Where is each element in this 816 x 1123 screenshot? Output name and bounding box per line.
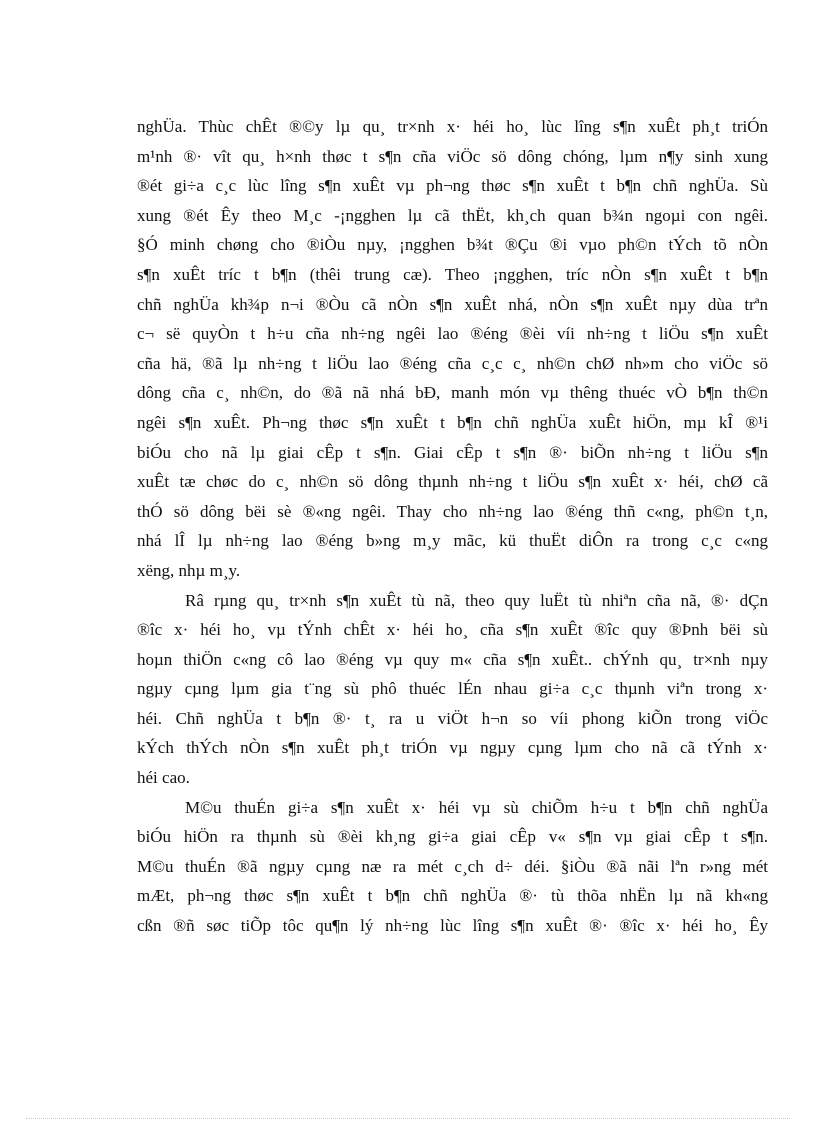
text-line: cña hä, ®ã lµ nh÷ng t liÖu lao ®éng cña c¸c c¸ nh©n chØ nh»m cho viÖc sö [137,353,768,373]
text-line: dông cña c¸ nh©n, do ®ã nã nhá bÐ, manh món vµ thêng thuéc vÒ b¶n th©n [137,383,768,403]
text-line: §Ó minh chøng cho ®iÒu nµy, ¡ngghen b¾t ®Çu ®i vµo ph©n tÝch tõ nÒn [137,235,768,255]
page-bottom-divider [26,1118,790,1119]
text-line: hoµn thiÖn c«ng cô lao ®éng vµ quy m« cña s¶n xuÊt.. chÝnh qu¸ tr×nh nµy [137,649,768,669]
text-line: ngêi s¶n xuÊt. Ph¬ng thøc s¶n xuÊt t b¶n chñ nghÜa xuÊt hiÖn, mµ kÎ ®¹i [137,412,768,432]
text-line: kÝch thÝch nÒn s¶n xuÊt ph¸t triÓn vµ ngµy cµng lµm cho nã cã tÝnh x· [137,738,768,758]
text-line: m¹nh ®· vît qu¸ h×nh thøc t s¶n cña viÖc sö dông chóng, lµm n¶y sinh xung [137,146,768,166]
paragraph [137,586,768,793]
text-line: chñ nghÜa kh¾p n¬i ®Òu cã nÒn s¶n xuÊt nhá, nÒn s¶n xuÊt nµy dùa trªn [137,294,768,314]
text-line: xung ®ét Êy theo M¸c -¡ngghen lµ cã thËt, kh¸ch quan b¾n ngoµi con ngêi. [137,205,768,225]
text-line: xuÊt tæ chøc do c¸ nh©n sö dông thµnh nh÷ng t liÖu s¶n xuÊt x· héi, chØ cã [137,472,768,492]
text-line: nhá lÎ lµ nh÷ng lao ®éng b»ng m¸y mãc, kü thuËt diÔn ra trong c¸c c«ng [137,531,768,551]
text-line: ®îc x· héi ho¸ vµ tÝnh chÊt x· héi ho¸ cña s¶n xuÊt ®îc quy ®Þnh bëi sù [137,620,768,640]
text-line: M©u thuÉn ®ã ngµy cµng næ ra mét c¸ch d÷ déi. §iÒu ®ã nãi lªn r»ng mét [137,856,768,876]
text-line: nghÜa. Thùc chÊt ®©y lµ qu¸ tr×nh x· héi ho¸ lùc lîng s¶n xuÊt ph¸t triÓn [137,117,768,136]
text-line: cßn ®ñ søc tiÕp tôc qu¶n lý nh÷ng lùc lîng s¶n xuÊt ®· ®îc x· héi ho¸ Êy [137,916,768,936]
body-text [137,112,768,941]
text-line: M©u thuÉn gi÷a s¶n xuÊt x· héi vµ sù chiÕm h÷u t b¶n chñ nghÜa [185,797,768,817]
text-line: ngµy cµng lµm gia t¨ng sù phô thuéc lÉn nhau gi÷a c¸c thµnh viªn trong x· [137,679,768,699]
text-line: héi cao. [137,768,190,788]
text-line: biÓu hiÖn ra thµnh sù ®èi kh¸ng gi÷a giai cÊp v« s¶n vµ giai cÊp t s¶n. [137,827,768,847]
text-line: Râ rµng qu¸ tr×nh s¶n xuÊt tù nã, theo quy luËt tù nhiªn cña nã, ®· dÇn [185,590,768,610]
text-line: thÓ sö dông bëi sè ®«ng ngêi. Thay cho nh÷ng lao ®éng thñ c«ng, ph©n t¸n, [137,501,768,521]
text-line: héi. Chñ nghÜa t b¶n ®· t¸ ra u viÖt h¬n so víi phong kiÕn trong viÖc [137,708,768,728]
text-line: mÆt, ph¬ng thøc s¶n xuÊt t b¶n chñ nghÜa ®· tù thõa nhËn lµ nã kh«ng [137,886,768,906]
text-line: xëng, nhµ m¸y. [137,560,241,580]
text-line: c¬ së quyÒn t h÷u cña nh÷ng ngêi lao ®éng ®èi víi nh÷ng t liÖu s¶n xuÊt [137,324,768,344]
text-line: s¶n xuÊt tríc t b¶n (thêi trung cæ). Theo ¡ngghen, tríc nÒn s¶n xuÊt t b¶n [137,264,768,284]
text-line: biÓu cho nã lµ giai cÊp t s¶n. Giai cÊp t s¶n ®· biÕn nh÷ng t liÖu s¶n [137,442,768,462]
paragraph [137,112,768,586]
text-line: ®ét gi÷a c¸c lùc lîng s¶n xuÊt vµ ph¬ng thøc s¶n xuÊt t b¶n chñ nghÜa. Sù [137,176,768,196]
paragraph [137,793,768,941]
